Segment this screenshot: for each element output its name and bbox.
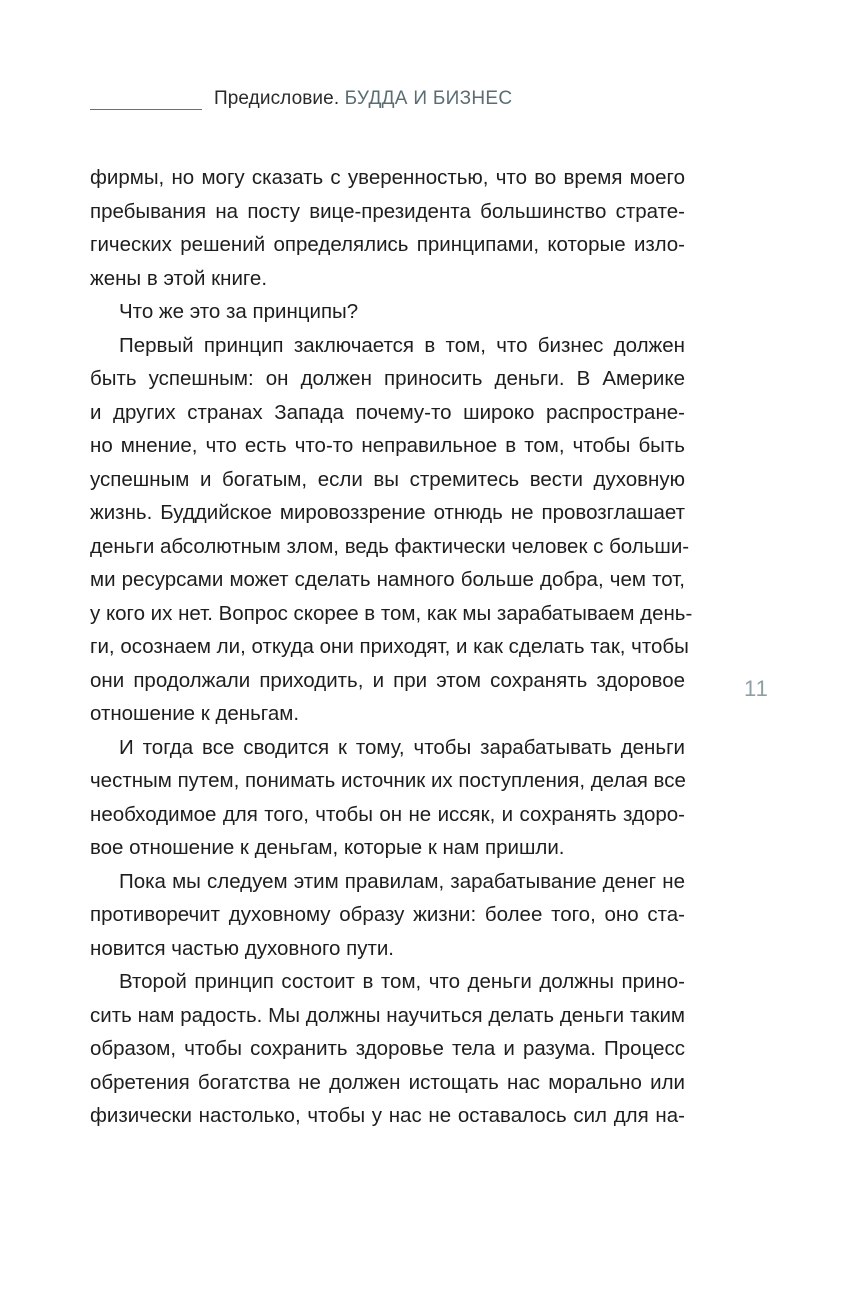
- text-line: физически настолько, чтобы у нас не оставалось сил для на-: [90, 1104, 685, 1127]
- text-line: вое отношение к деньгам, которые к нам пришли.: [90, 836, 565, 859]
- text-line: фирмы, но могу сказать с уверенностью, что во время моего: [90, 166, 685, 189]
- text-line: успешным и богатым, если вы стремитесь вести духовную: [90, 467, 685, 491]
- text-line: честным путем, понимать источник их поступления, делая все: [90, 769, 686, 792]
- body-text: [90, 161, 693, 1133]
- text-line: гических решений определялись принципами, которые изло-: [90, 233, 685, 256]
- page-number: 11: [744, 676, 769, 701]
- text-line: жены в этой книге.: [90, 266, 268, 290]
- text-line: ми ресурсами может сделать намного больше добра, чем тот,: [90, 568, 685, 591]
- text-line: сить нам радость. Мы должны научиться делать деньги таким: [90, 1003, 685, 1027]
- text-line: жизнь. Буддийское мировоззрение отнюдь не провозглашает: [90, 501, 685, 524]
- header-book-title: БУДДА И БИЗНЕС: [344, 88, 513, 109]
- text-line: необходимое для того, чтобы он не иссяк, и сохранять здоро-: [90, 802, 685, 826]
- running-header-text: [214, 88, 512, 110]
- text-line: образом, чтобы сохранить здоровье тела и разума. Процесс: [90, 1037, 685, 1060]
- text-line: И тогда все сводится к тому, чтобы зарабатывать деньги: [119, 735, 685, 759]
- header-rule: [90, 109, 202, 110]
- text-line: Второй принцип состоит в том, что деньги должны прино-: [119, 970, 685, 993]
- text-line: Пока мы следуем этим правилам, зарабатывание денег не: [119, 869, 685, 893]
- text-line: обретения богатства не должен истощать нас морально или: [90, 1070, 685, 1094]
- running-header: [90, 84, 512, 114]
- text-line: деньги абсолютным злом, ведь фактически человек с больши-: [90, 534, 690, 558]
- text-line: но мнение, что есть что-то неправильное в том, чтобы быть: [90, 434, 685, 457]
- text-line: Что же это за принципы?: [119, 300, 359, 323]
- text-line: у кого их нет. Вопрос скорее в том, как мы зарабатываем день-: [90, 601, 693, 625]
- text-line: они продолжали приходить, и при этом сохранять здоровое: [90, 668, 685, 692]
- text-line: ги, осознаем ли, откуда они приходят, и как сделать так, чтобы: [90, 635, 689, 658]
- text-line: пребывания на посту вице-президента большинство страте-: [90, 199, 685, 223]
- header-chapter: Предисловие.: [214, 88, 340, 109]
- text-line: быть успешным: он должен приносить деньги. В Америке: [90, 367, 685, 390]
- text-line: противоречит духовному образу жизни: более того, оно ста-: [90, 903, 685, 926]
- text-line: новится частью духовного пути.: [90, 936, 394, 960]
- text-line: и других странах Запада почему-то широко распростране-: [90, 400, 685, 424]
- text-line: Первый принцип заключается в том, что бизнес должен: [119, 333, 685, 357]
- text-line: отношение к деньгам.: [90, 702, 300, 725]
